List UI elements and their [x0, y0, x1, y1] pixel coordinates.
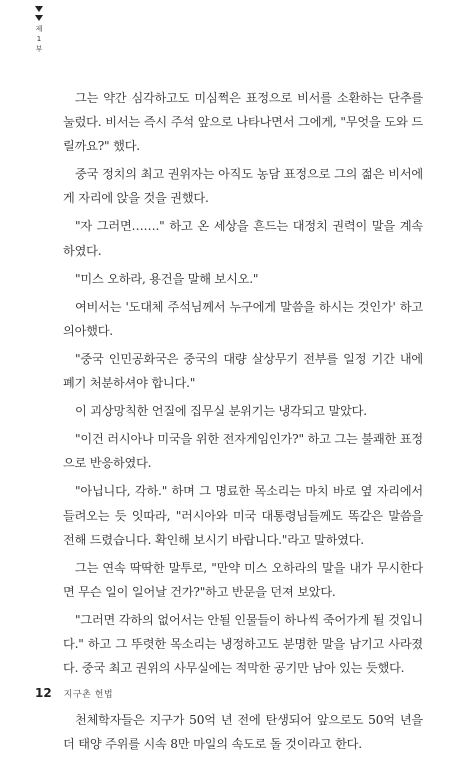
- paragraph: "자 그러면……." 하고 온 세상을 흔드는 대정치 권력이 말을 계속하였다.: [63, 219, 423, 258]
- paragraph: "중국 인민공화국은 중국의 대량 살상무기 전부를 일정 기간 내에 폐기 처분하셔야 합니다.": [63, 351, 423, 391]
- paragraph: 이 괴상망칙한 언질에 집무실 분위기는 냉각되고 말았다.: [75, 404, 367, 419]
- paragraph: "그러면 각하의 없어서는 안될 인물들이 하나씩 죽어가게 될 것입니다." 하고 그 뚜렷한 목소리는 냉정하고도 분명한 말을 남기고 사라졌다. 중국 최고 권위의 사무실에는 적막한 공기만 남아 있는 듯했다.: [63, 612, 423, 676]
- paragraph: 여비서는 '도대체 주석님께서 누구에게 말씀을 하시는 것인가' 하고 의아했다.: [63, 299, 423, 338]
- paragraph: 천체학자들은 지구가 50억 년 전에 탄생되어 앞으로도 50억 년을 더 태양 주위를 시속 8만 마일의 속도로 돌 것이라고 한다.: [63, 713, 423, 752]
- paragraph: "이건 러시아나 미국을 위한 전자게임인가?" 하고 그는 불쾌한 표정으로 반응하였다.: [63, 432, 423, 471]
- body-text: [63, 86, 423, 760]
- page-footer: [35, 682, 113, 701]
- paragraph: 그는 연속 딱딱한 말투로, "만약 미스 오하라의 말을 내가 무시한다면 무슨 일이 일어날 건가?"하고 반문을 던져 보았다.: [63, 560, 423, 599]
- triangle-down-icon: [35, 15, 43, 21]
- paragraph: "아닙니다, 각하." 하며 그 명료한 목소리는 마치 바로 옆 자리에서 들려오는 듯 잇따라, "러시아와 미국 대통령님들께도 똑같은 말씀을 전해 드렸습니다. 확인해 보시기 바랍니다."라고 말하였다.: [63, 484, 423, 547]
- triangle-down-icon: [35, 6, 43, 12]
- part-marker: [29, 6, 49, 54]
- part-label-line2: 1: [36, 35, 42, 43]
- paragraph: 중국 정치의 최고 권위자는 아직도 농담 표정으로 그의 젊은 비서에게 자리에 앉을 것을 권했다.: [63, 167, 423, 206]
- book-title: 지구촌 헌법: [63, 690, 114, 700]
- page-number: 12: [35, 686, 52, 700]
- paragraph: 그는 약간 심각하고도 미심쩍은 표정으로 비서를 소환하는 단추를 눌렀다. 비서는 즉시 주석 앞으로 나타나면서 그에게, "무엇을 도와 드릴까요?" 했다.: [63, 91, 423, 154]
- paragraph: "미스 오하라, 용건을 말해 보시오.": [75, 271, 259, 286]
- part-label-line1: 제: [35, 25, 43, 33]
- part-label-line3: 부: [35, 45, 43, 53]
